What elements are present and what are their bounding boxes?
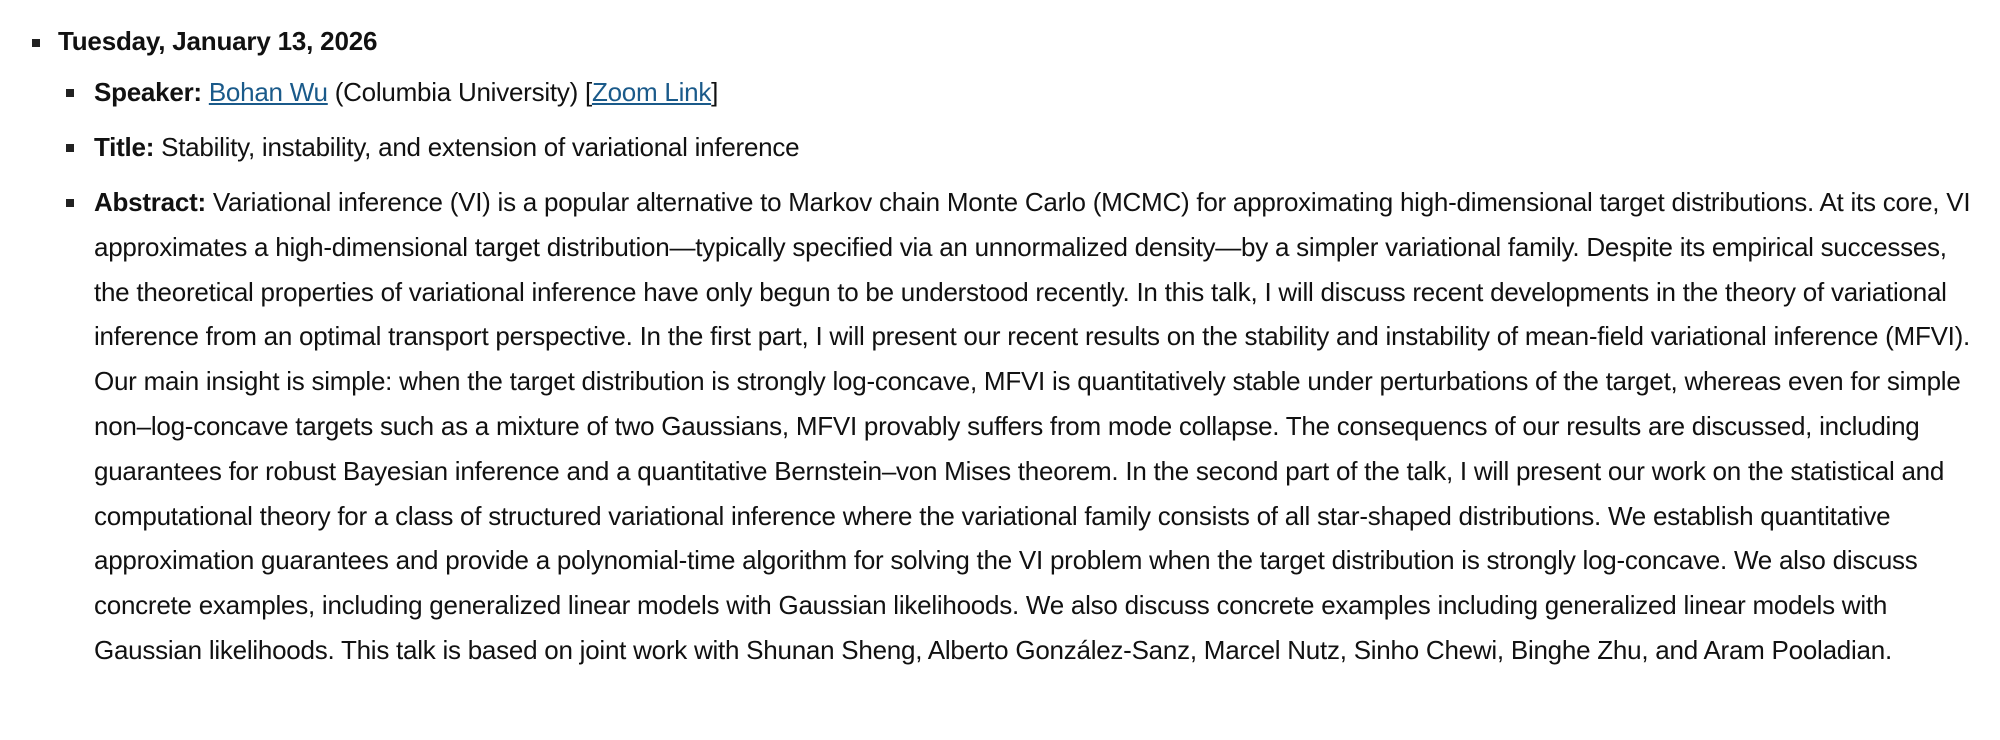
abstract-text: Variational inference (VI) is a popular alternative to Markov chain Monte Carlo (MCMC) for approximating high-dimensional target distributions. At its core, VI approximates a high-dimensional target distribution—typically specified via an unnormalized density—by a simpler variational family. Despite its empirical successes, the theoretical properties of variational inference have only begun to be understood recently. In this talk, I will discuss recent developments in the theory of variational inference from an optimal transport perspective. In the first part, I will present our recent results on the stability and instability of mean-field variational inference (MFVI). Our main insight is simple: when the target distribution is strongly log-concave, MFVI is quantitatively stable under perturbations of the target, whereas even for simple non–log-concave targets such as a mixture of two Gaussians, MFVI provably suffers from mode collapse. The consequencs of our results are discussed, including guarantees for robust Bayesian inference and a quantitative Bernstein–von Mises theorem. In the second part of the talk, I will present our work on the statistical and computational theory for a class of structured variational inference where the variational family consists of all star-shaped distributions. We establish quantitative approximation guarantees and provide a polynomial-time algorithm for solving the VI problem when the target distribution is strongly log-concave. We also discuss concrete examples, including generalized linear models with Gaussian likelihoods. We also discuss concrete examples including generalized linear models with Gaussian likelihoods. This talk is based on joint work with Shunan Sheng, Alberto González-Sanz, Marcel Nutz, Sinho Chewi, Binghe Zhu, and Aram Pooladian. [94, 187, 1971, 665]
title-label: Title: [94, 132, 155, 162]
abstract-row [58, 180, 1976, 673]
speaker-row [58, 70, 1976, 115]
square-bullet-icon [66, 89, 74, 97]
event-date: Tuesday, January 13, 2026 [58, 26, 378, 56]
zoom-bracket-close: ] [711, 77, 719, 107]
zoom-link[interactable]: Zoom Link [591, 77, 712, 107]
square-bullet-icon [66, 144, 74, 152]
speaker-affiliation: (Columbia University) [ [327, 77, 592, 107]
event-list [0, 22, 1976, 673]
event-details [58, 70, 1976, 673]
title-row [58, 125, 1976, 170]
square-bullet-icon [66, 199, 74, 207]
speaker-name-link[interactable]: Bohan Wu [208, 77, 328, 107]
talk-title: Stability, instability, and extension of variational inference [154, 132, 800, 162]
abstract-label: Abstract: [94, 187, 206, 217]
square-bullet-icon [32, 39, 40, 47]
event-item [0, 22, 1976, 673]
speaker-label: Speaker: [94, 77, 202, 107]
